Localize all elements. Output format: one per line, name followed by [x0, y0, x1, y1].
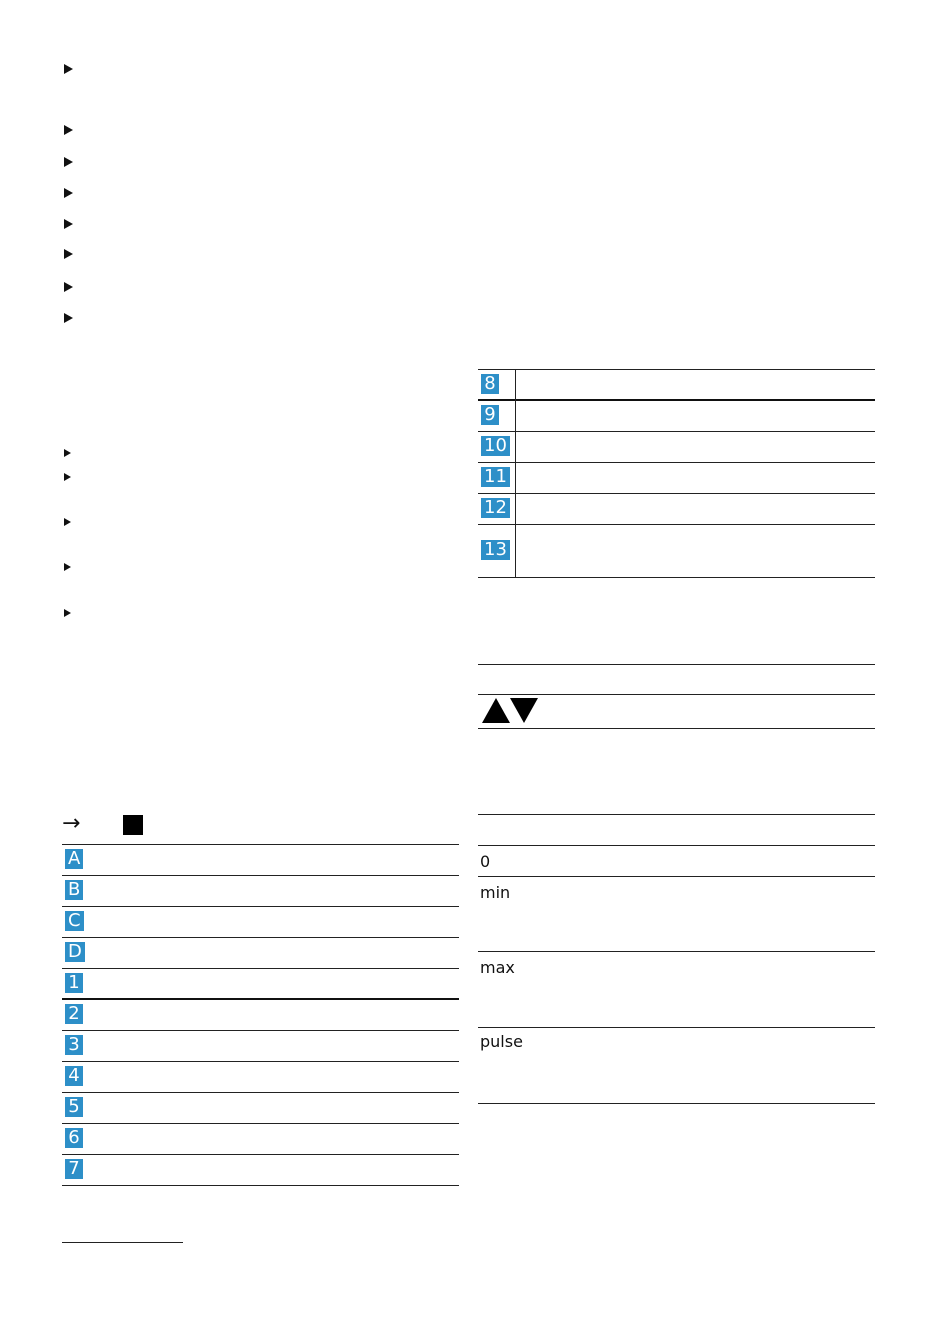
- footnote-rule: [62, 1242, 183, 1243]
- part-badge: 9: [481, 405, 499, 425]
- table-row: [62, 907, 459, 938]
- table-row: [62, 876, 459, 907]
- bullet-arrow-icon: [64, 449, 71, 457]
- table-row: [478, 463, 875, 494]
- table-row: [62, 1124, 459, 1155]
- bullet-arrow-icon: [64, 518, 71, 526]
- part-badge: 5: [65, 1097, 83, 1117]
- table-row-header: [478, 815, 875, 846]
- speed-label: min: [480, 883, 511, 902]
- part-badge: A: [65, 849, 83, 869]
- speed-label: 0: [480, 852, 491, 871]
- table-row: [478, 401, 875, 432]
- table-row: [62, 1155, 459, 1186]
- table-row: [62, 938, 459, 969]
- part-badge: 2: [65, 1004, 83, 1024]
- part-badge: 13: [481, 540, 510, 560]
- bullet-arrow-icon: [64, 125, 73, 135]
- table-row: [478, 846, 875, 877]
- bullet-arrow-icon: [64, 282, 73, 292]
- legend-header: [62, 812, 152, 838]
- table-row: [62, 969, 459, 1000]
- bullet-arrow-icon: [64, 157, 73, 167]
- speed-table: [478, 814, 875, 1104]
- bullet-arrow-icon: [64, 313, 73, 323]
- part-badge: 7: [65, 1159, 83, 1179]
- table-row: [478, 494, 875, 525]
- part-badge: 3: [65, 1035, 83, 1055]
- part-badge: 8: [481, 374, 499, 394]
- parts-table-right: [478, 369, 875, 578]
- table-row: [62, 1093, 459, 1124]
- table-rule: [478, 728, 875, 729]
- table-row: [62, 1031, 459, 1062]
- table-row: [478, 370, 875, 401]
- bullet-arrow-icon: [64, 563, 71, 571]
- part-badge: 10: [481, 436, 510, 456]
- parts-table-left: [62, 844, 459, 1186]
- part-badge: D: [65, 942, 85, 962]
- table-row: [478, 525, 875, 578]
- bullet-arrow-icon: [64, 64, 73, 74]
- table-row: [478, 432, 875, 463]
- table-row: [478, 877, 875, 952]
- bullet-arrow-icon: [64, 609, 71, 617]
- bullet-arrow-icon: [64, 249, 73, 259]
- speed-label: max: [480, 958, 515, 977]
- table-row: [62, 1000, 459, 1031]
- table-row: [478, 952, 875, 1028]
- table-row: [62, 845, 459, 876]
- table-row: [62, 1062, 459, 1093]
- table-rule: [478, 694, 875, 695]
- speed-label: pulse: [480, 1032, 523, 1051]
- part-badge: 12: [481, 498, 510, 518]
- part-badge: B: [65, 880, 83, 900]
- triangle-up-icon: [482, 698, 510, 723]
- bullet-arrow-icon: [64, 188, 73, 198]
- part-badge: 11: [481, 467, 510, 487]
- part-badge: 6: [65, 1128, 83, 1148]
- column-divider: [515, 370, 516, 577]
- bullet-arrow-icon: [64, 219, 73, 229]
- table-row: [478, 1028, 875, 1104]
- table-rule: [478, 664, 875, 665]
- triangle-down-icon: [510, 698, 538, 723]
- bullet-arrow-icon: [64, 473, 71, 481]
- black-square-icon: [123, 815, 143, 835]
- right-arrow-icon: →: [62, 811, 81, 836]
- part-badge: 4: [65, 1066, 83, 1086]
- up-down-arrows: [482, 698, 542, 724]
- part-badge: C: [65, 911, 84, 931]
- part-badge: 1: [65, 973, 83, 993]
